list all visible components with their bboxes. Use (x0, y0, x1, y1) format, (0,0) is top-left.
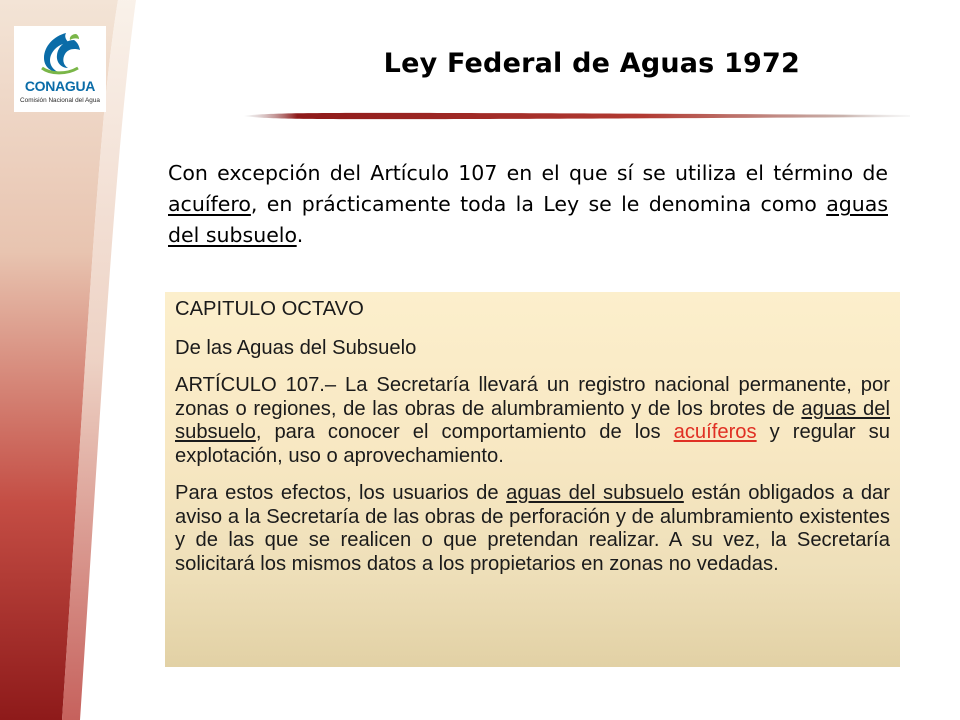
article-2-text-1: Para estos efectos, los usuarios de (175, 482, 507, 504)
intro-paragraph (168, 158, 888, 251)
page-title: Ley Federal de Aguas 1972 (383, 48, 800, 79)
article-107-paragraph (175, 374, 890, 468)
intro-text-2: , en prácticamente toda la Ley se le denomina como (250, 192, 827, 216)
intro-text-1: Con excepción del Artículo 107 en el que sí se utiliza el término de (168, 161, 888, 185)
conagua-logo (14, 26, 106, 112)
article-1-text-3: y regular su explotación, uso o aprovechamiento. (175, 421, 890, 467)
article-1-term-aguas-del-subsuelo: aguas del subsuelo (175, 397, 890, 443)
chapter-heading: CAPITULO OCTAVO (175, 298, 364, 320)
intro-text-3: . (296, 223, 304, 247)
title-underline-rule (244, 111, 910, 121)
water-wave-icon (36, 30, 84, 76)
term-aguas-del-subsuelo: aguas del subsuelo (168, 192, 888, 247)
article-1-text-1: ARTÍCULO 107.– La Secretaría llevará un registro nacional permanente, por zonas o regiones, de las obras de alumbramiento y de los brotes de (175, 374, 890, 420)
article-1-text-2: , para conocer el comportamiento de los (255, 421, 674, 443)
term-acuifero: acuífero (168, 192, 251, 216)
article-2-text-2: están obligados a dar aviso a la Secretaría de las obras de perforación y de alumbramiento existentes y de las que se realicen o que pretendan realizar. A su vez, la Secretaría solicitará los mismos datos a los propietarios en zonas no vedadas. (175, 482, 890, 575)
article-2-term-aguas-del-subsuelo: aguas del subsuelo (506, 482, 684, 504)
section-heading: De las Aguas del Subsuelo (175, 337, 417, 359)
article-obligations-paragraph (175, 482, 890, 576)
article-1-term-acuiferos: acuíferos (673, 421, 757, 443)
law-excerpt-box (165, 292, 900, 667)
logo-name: CONAGUA (24, 78, 96, 94)
logo-subtitle: Comisión Nacional del Agua (20, 97, 100, 104)
